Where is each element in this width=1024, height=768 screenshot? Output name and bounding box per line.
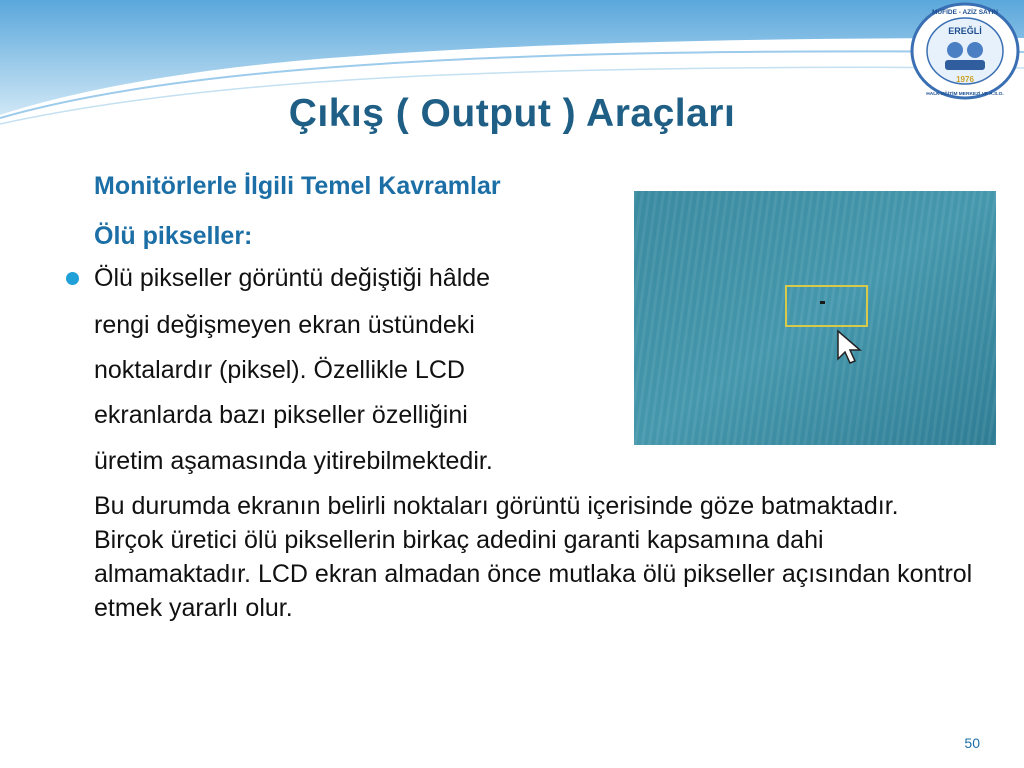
logo-year: 1976 [956, 75, 974, 84]
bullet-line: üretim aşamasında yitirebilmektedir. [94, 447, 493, 475]
bullet-icon [66, 272, 79, 285]
subheading-monitor-concepts: Monitörlerle İlgili Temel Kavramlar [94, 172, 501, 200]
bullet-line: ekranlarda bazı pikseller özelliğini [94, 401, 468, 429]
dead-pixel-screen-photo [634, 191, 996, 445]
bullet-line: Ölü pikseller görüntü değiştiği hâlde [94, 264, 491, 292]
bullet-line: rengi değişmeyen ekran üstündeki [94, 311, 475, 339]
slide-title: Çıkış ( Output ) Araçları [288, 92, 736, 135]
bullet-line: noktalardır (piksel). Özellikle LCD [94, 356, 465, 384]
page-number: 50 [964, 735, 980, 751]
dead-pixel [820, 301, 825, 304]
logo-ring-top: MÜFİDE - AZİZ SAYIN [932, 9, 998, 16]
logo-center-text: EREĞLİ [948, 26, 982, 36]
logo-ring-bottom: HALK EĞİTİM MERKEZİ VE A.S.O. [926, 92, 1004, 97]
body-paragraph: Bu durumda ekranın belirli noktaları görüntü içerisinde göze batmaktadır. Birçok üretici ölü piksellerin birkaç adedini garanti kapsamına dahi almamaktadır. LCD ekran almadan önce mutlaka ölü pikseller açısından kontrol etmek yararlı olur. [94, 492, 973, 622]
subheading-dead-pixels: Ölü pikseller: [94, 222, 253, 250]
school-logo [910, 2, 1020, 100]
